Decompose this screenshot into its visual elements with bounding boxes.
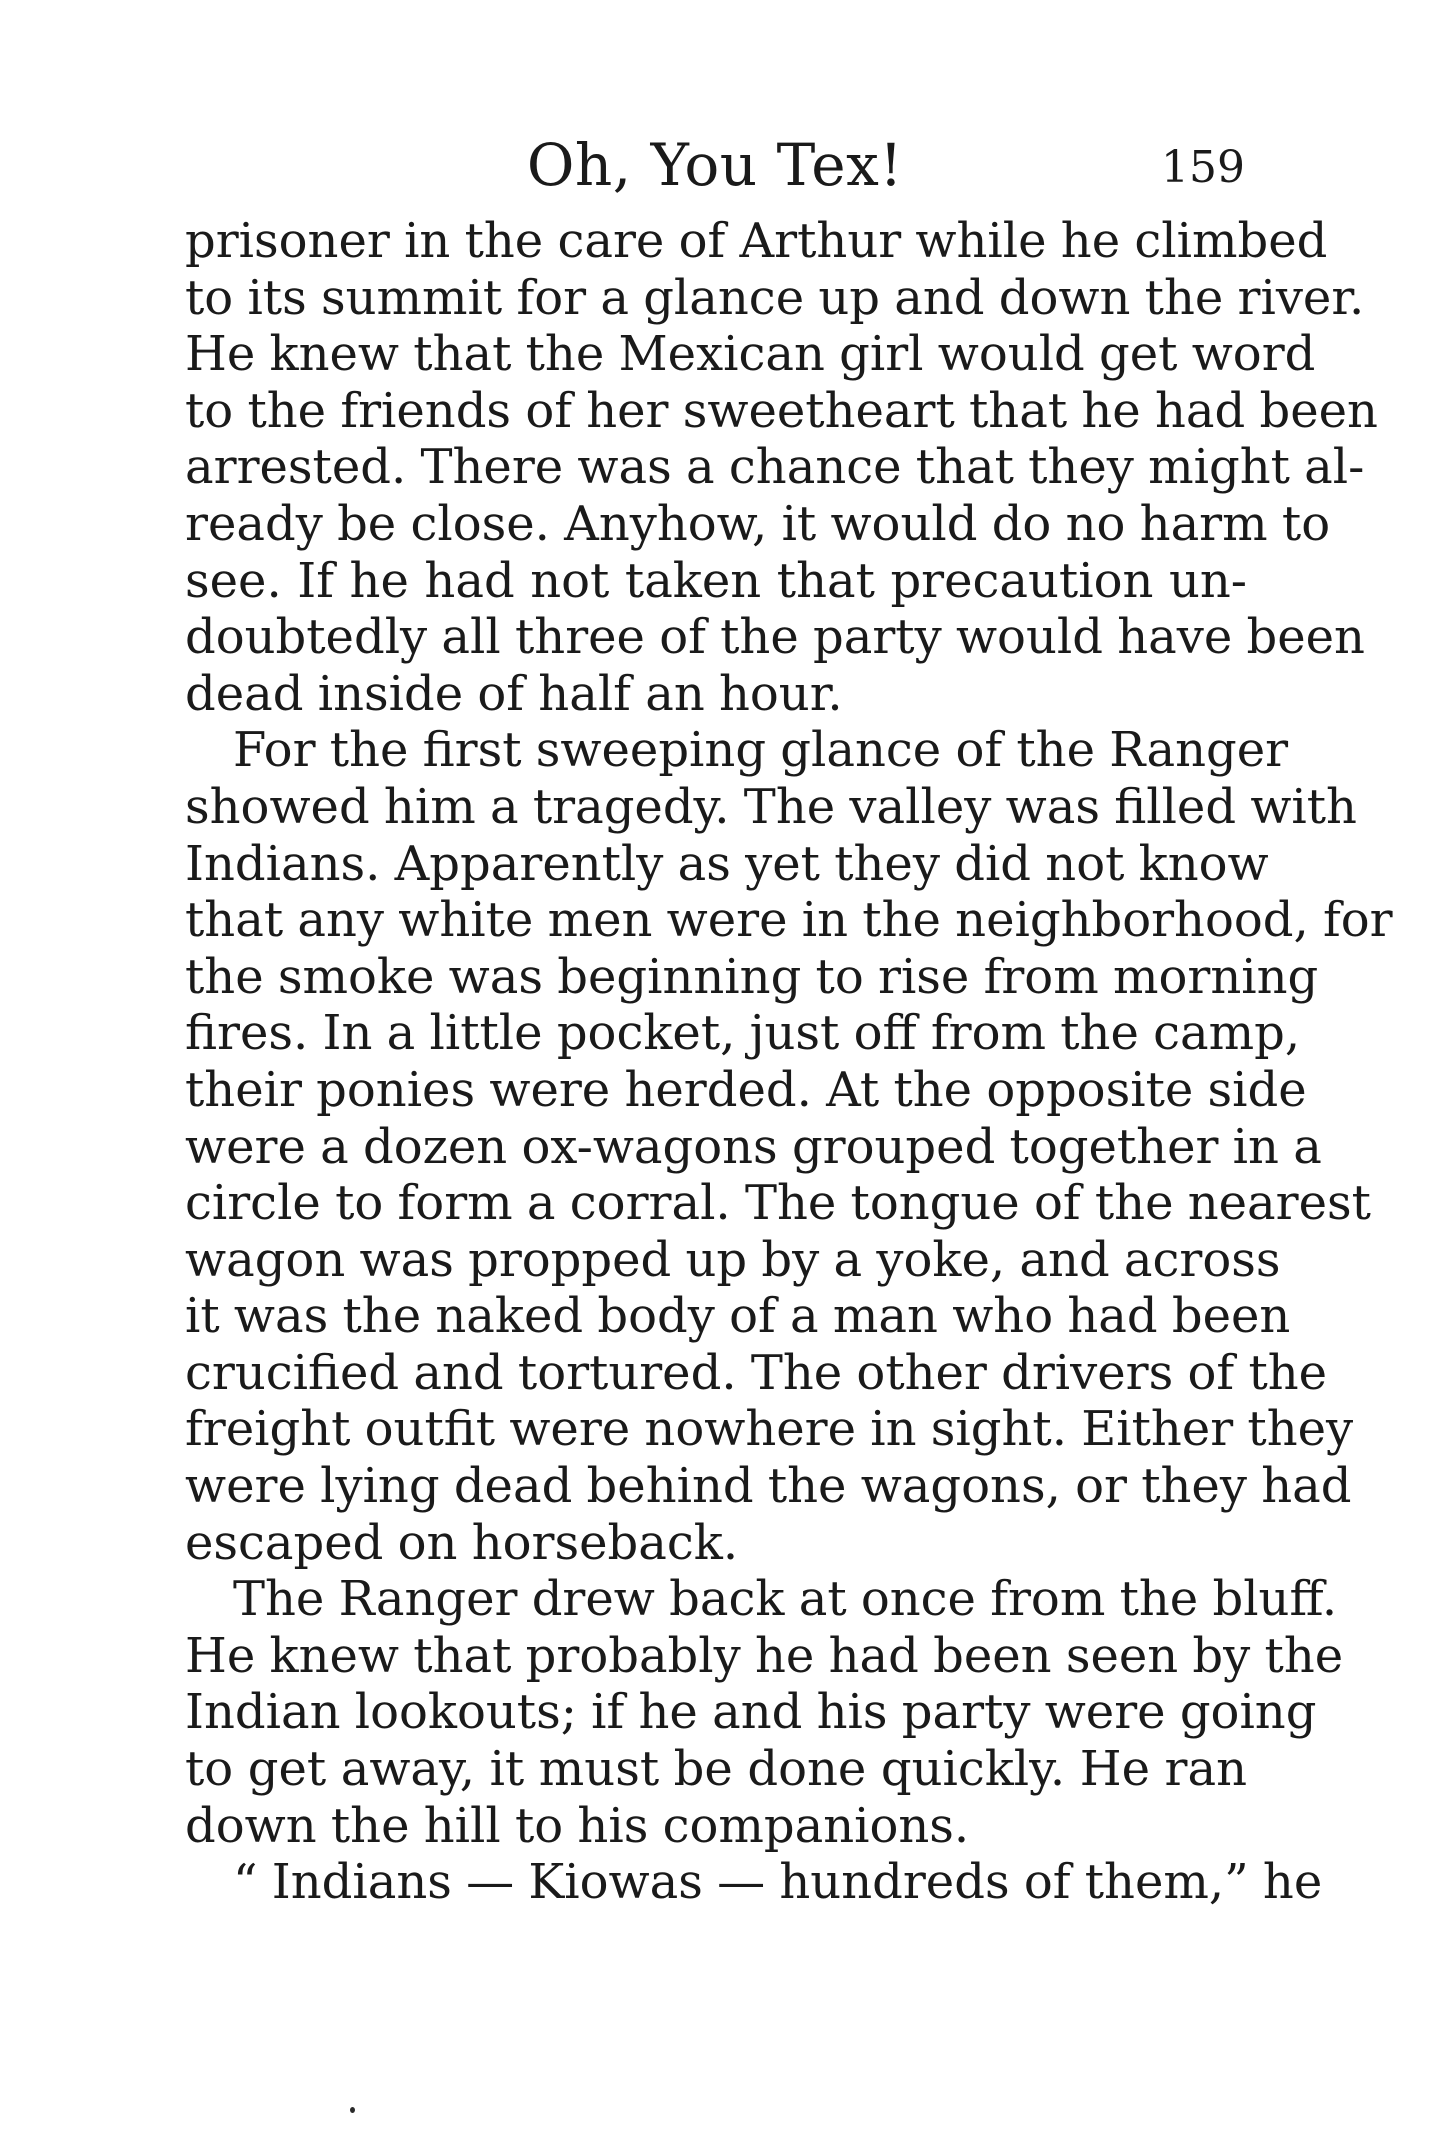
text-line: Indians. Apparently as yet they did not know — [185, 835, 1269, 892]
page-number: 159 — [1161, 142, 1245, 193]
text-line: to the friends of her sweetheart that he had been — [185, 382, 1378, 439]
text-line: dead inside of half an hour. — [185, 665, 843, 722]
text-line: He knew that probably he had been seen by the — [185, 1627, 1344, 1684]
text-line: it was the naked body of a man who had been — [185, 1288, 1291, 1345]
text-line: The Ranger drew back at once from the bluff. — [233, 1571, 1338, 1628]
running-head — [185, 130, 1245, 200]
body-text — [185, 213, 1393, 1911]
text-line: circle to form a corral. The tongue of the nearest — [185, 1175, 1371, 1232]
text-line: fires. In a little pocket, just off from the camp, — [185, 1005, 1301, 1062]
text-line: wagon was propped up by a yoke, and across — [185, 1231, 1281, 1288]
paragraph — [185, 1854, 1323, 1911]
paragraph — [185, 722, 1393, 1571]
text-line: freight outfit were nowhere in sight. Either they — [185, 1401, 1354, 1458]
text-line: Indian lookouts; if he and his party were going — [185, 1684, 1317, 1741]
text-line: escaped on horseback. — [185, 1514, 739, 1571]
ink-speck — [350, 2107, 355, 2113]
running-title: Oh, You Tex! — [526, 131, 904, 199]
text-line: ready be close. Anyhow, it would do no harm to — [185, 495, 1331, 552]
text-line: were lying dead behind the wagons, or they had — [185, 1458, 1352, 1515]
text-line: the smoke was beginning to rise from morning — [185, 948, 1319, 1005]
text-line: that any white men were in the neighborhood, for — [185, 892, 1393, 949]
text-line: arrested. There was a chance that they might al- — [185, 439, 1365, 496]
text-line: to its summit for a glance up and down the river. — [185, 269, 1365, 326]
text-line: doubtedly all three of the party would have been — [185, 609, 1365, 666]
paragraph — [185, 213, 1378, 722]
text-line: down the hill to his companions. — [185, 1797, 970, 1854]
text-line: For the first sweeping glance of the Ranger — [233, 722, 1289, 779]
text-line: prisoner in the care of Arthur while he climbed — [185, 213, 1328, 269]
text-line: their ponies were herded. At the opposite side — [185, 1061, 1307, 1118]
text-line: were a dozen ox-wagons grouped together in a — [185, 1118, 1322, 1175]
text-line: see. If he had not taken that precaution un- — [185, 552, 1247, 609]
text-line: showed him a tragedy. The valley was filled with — [185, 778, 1357, 835]
text-line: to get away, it must be done quickly. He ran — [185, 1741, 1247, 1798]
text-line: He knew that the Mexican girl would get word — [185, 326, 1316, 383]
text-line: “ Indians — Kiowas — hundreds of them,” he — [233, 1854, 1323, 1911]
paragraph — [185, 1571, 1344, 1854]
text-line: crucified and tortured. The other drivers of the — [185, 1344, 1328, 1401]
